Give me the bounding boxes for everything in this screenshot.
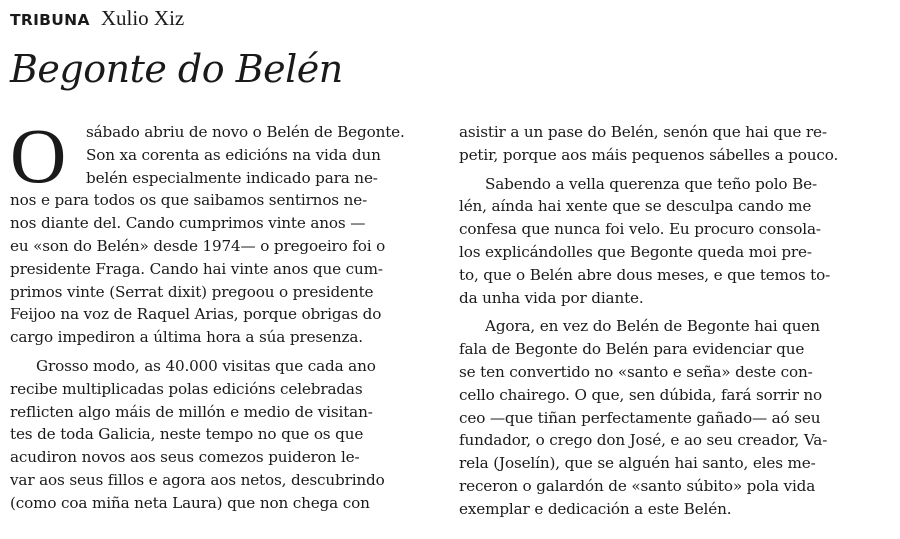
text-line: presidente Fraga. Cando hai vinte anos que cum- [10,259,383,278]
author-name: Xulio Xiz [100,6,185,30]
text-line: Sabendo a vella querenza que teño polo Be- [485,174,817,193]
text-line: rela (Joselín), que se alguén hai santo, eles me- [459,454,816,473]
text-line: Feijoo na voz de Raquel Arias, porque obrigas do [10,305,382,324]
text-line: belén especialmente indicado para ne- [86,168,378,187]
text-line: Agora, en vez do Belén de Begonte hai quen [485,317,820,336]
text-line: asistir a un pase do Belén, senón que hai que re- [459,123,827,141]
text-line: fala de Begonte do Belén para evidenciar que [459,340,805,359]
text-line: tes de toda Galicia, neste tempo no que os que [10,425,364,444]
paragraph-1 [10,112,442,349]
text-line: cargo impediron a última hora a súa presenza. [10,328,363,347]
text-line: primos vinte (Serrat dixit) pregoou o presidente [10,282,374,301]
text-line: acudiron novos aos seus comezos puideron le- [10,448,360,467]
text-line: recibe multiplicadas polas edicións celebradas [10,379,363,398]
text-line: sábado abriu de novo o Belén de Begonte. [86,123,405,141]
text-line: receron o galardón de «santo súbito» pola vida [459,476,816,495]
text-line: nos diante del. Cando cumprimos vinte anos — [10,214,366,233]
paragraph-2 [10,355,442,515]
text-line: cello chairego. O que, sen dúbida, fará sorrir no [459,385,823,404]
article-column-right [459,121,891,521]
text-line: eu «son do Belén» desde 1974— o pregoeiro foi o [10,236,386,255]
text-line: ceo —que tiñan perfectamente gañado— aó seu [459,408,821,427]
text-line: Son xa corenta as edicións na vida dun [86,145,381,164]
text-line: fundador, o crego don José, e ao seu creador, Va- [459,431,828,450]
paragraph-2-continued [459,121,891,167]
text-line: var aos seus fillos e agora aos netos, descubrindo [10,470,385,489]
text-line: nos e para todos os que saibamos sentirnos ne- [10,191,368,210]
byline [10,7,184,31]
text-line: confesa que nunca foi velo. Eu procuro consola- [459,220,821,239]
text-line: petir, porque aos máis pequenos sábelles a pouco. [459,145,839,164]
text-line: (como coa miña neta Laura) que non chega con [10,493,370,512]
text-line: los explicándolles que Begonte queda moi pre- [459,242,812,261]
paragraph-3 [459,173,891,310]
section-label: TRIBUNA [10,11,90,29]
drop-cap: O [10,112,67,199]
text-line: da unha vida por diante. [459,288,644,307]
article-column-left [10,112,442,515]
text-line: se ten convertido no «santo e seña» deste con- [459,362,813,381]
text-line: lén, aínda hai xente que se desculpa cando me [459,197,812,216]
article-title: Begonte do Belén [10,47,343,91]
text-line: exemplar e dedicación a este Belén. [459,499,732,518]
text-line: Grosso modo, as 40.000 visitas que cada ano [36,356,376,375]
text-line: reflicten algo máis de millón e medio de visitan- [10,402,373,421]
text-line: to, que o Belén abre dous meses, e que temos to- [459,265,831,284]
paragraph-4 [459,315,891,520]
